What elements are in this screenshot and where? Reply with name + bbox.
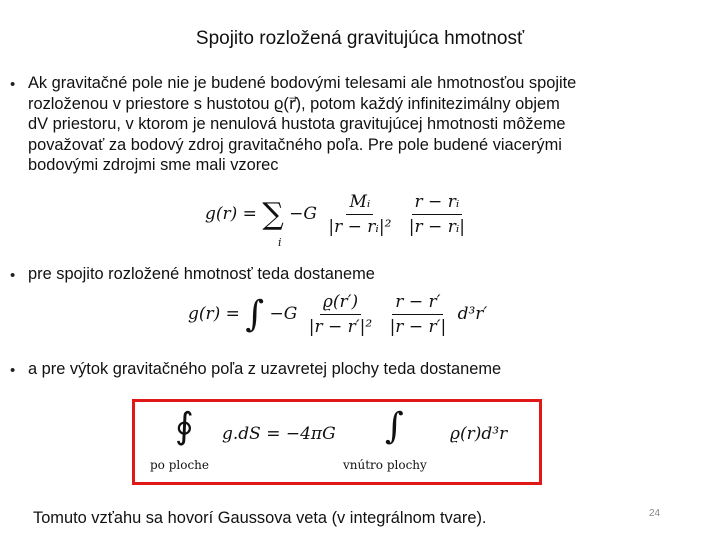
fraction-denominator: |r − r′|² xyxy=(308,317,373,337)
fraction-numerator: r − rᵢ xyxy=(412,192,463,215)
paragraph-line: rozloženou v priestore s hustotou ϱ(r⃗), potom každý infinitezimálny objem xyxy=(28,94,560,113)
gauss-law-lhs: g.dS = −4πG xyxy=(222,424,336,444)
fraction-numerator: ϱ(r′) xyxy=(320,292,361,315)
eq-differential: d³r′ xyxy=(457,304,488,324)
gauss-law-rhs: ϱ(r)d³r xyxy=(450,424,508,444)
equation-point-sources xyxy=(205,192,471,237)
bullet-marker: • xyxy=(10,362,16,379)
paragraph-continuous: pre spojito rozložené hmotnosť teda dostaneme xyxy=(28,265,375,283)
footer-text: Tomuto vzťahu sa hovorí Gaussova veta (v integrálnom tvare). xyxy=(33,509,487,527)
paragraph-intro xyxy=(28,73,668,176)
fraction xyxy=(387,292,450,337)
bullet-marker: • xyxy=(10,267,16,284)
closed-surface-integral-symbol: ∮ xyxy=(175,406,194,447)
paragraph-line: bodovými zdrojmi sme mali vzorec xyxy=(28,156,279,175)
integral-symbol: ∫ xyxy=(245,294,265,335)
fraction-numerator: r − r′ xyxy=(392,292,443,315)
slide-title: Spojito rozložená gravitujúca hmotnosť xyxy=(195,28,525,49)
sum-symbol: ∑ xyxy=(262,197,284,232)
paragraph-line: považovať za bodový zdroj gravitačného poľa. Pre pole budené viacerými xyxy=(28,135,562,154)
eq-lhs: g(r) = xyxy=(205,204,263,224)
fraction-denominator: |r − rᵢ|² xyxy=(328,217,392,237)
equation-continuous xyxy=(188,292,487,337)
paragraph-line: Ak gravitačné pole nie je budené bodovými telesami ale hmotnosťou spojite xyxy=(28,74,577,92)
eq-coefficient: −G xyxy=(289,204,317,224)
paragraph-flux: a pre výtok gravitačného poľa z uzavretej plochy teda dostaneme xyxy=(28,360,502,378)
fraction xyxy=(325,192,394,237)
eq-lhs: g(r) = xyxy=(188,304,246,324)
eq-coefficient: −G xyxy=(269,304,298,324)
paragraph-line: dV priestoru, v ktorom je nenulová hustota gravitujúcej hmotnosti môžeme xyxy=(28,115,566,134)
surface-label: po ploche xyxy=(150,458,210,472)
volume-integral-symbol: ∫ xyxy=(385,406,404,447)
fraction xyxy=(306,292,375,337)
page-number: 24 xyxy=(649,508,661,519)
fraction-denominator: |r − r′| xyxy=(389,317,447,337)
volume-label: vnútro plochy xyxy=(343,458,427,472)
fraction-denominator: |r − rᵢ| xyxy=(408,217,465,237)
fraction xyxy=(406,192,468,237)
fraction-numerator: Mᵢ xyxy=(346,192,373,215)
sum-index: i xyxy=(278,236,282,249)
bullet-marker: • xyxy=(10,76,16,93)
